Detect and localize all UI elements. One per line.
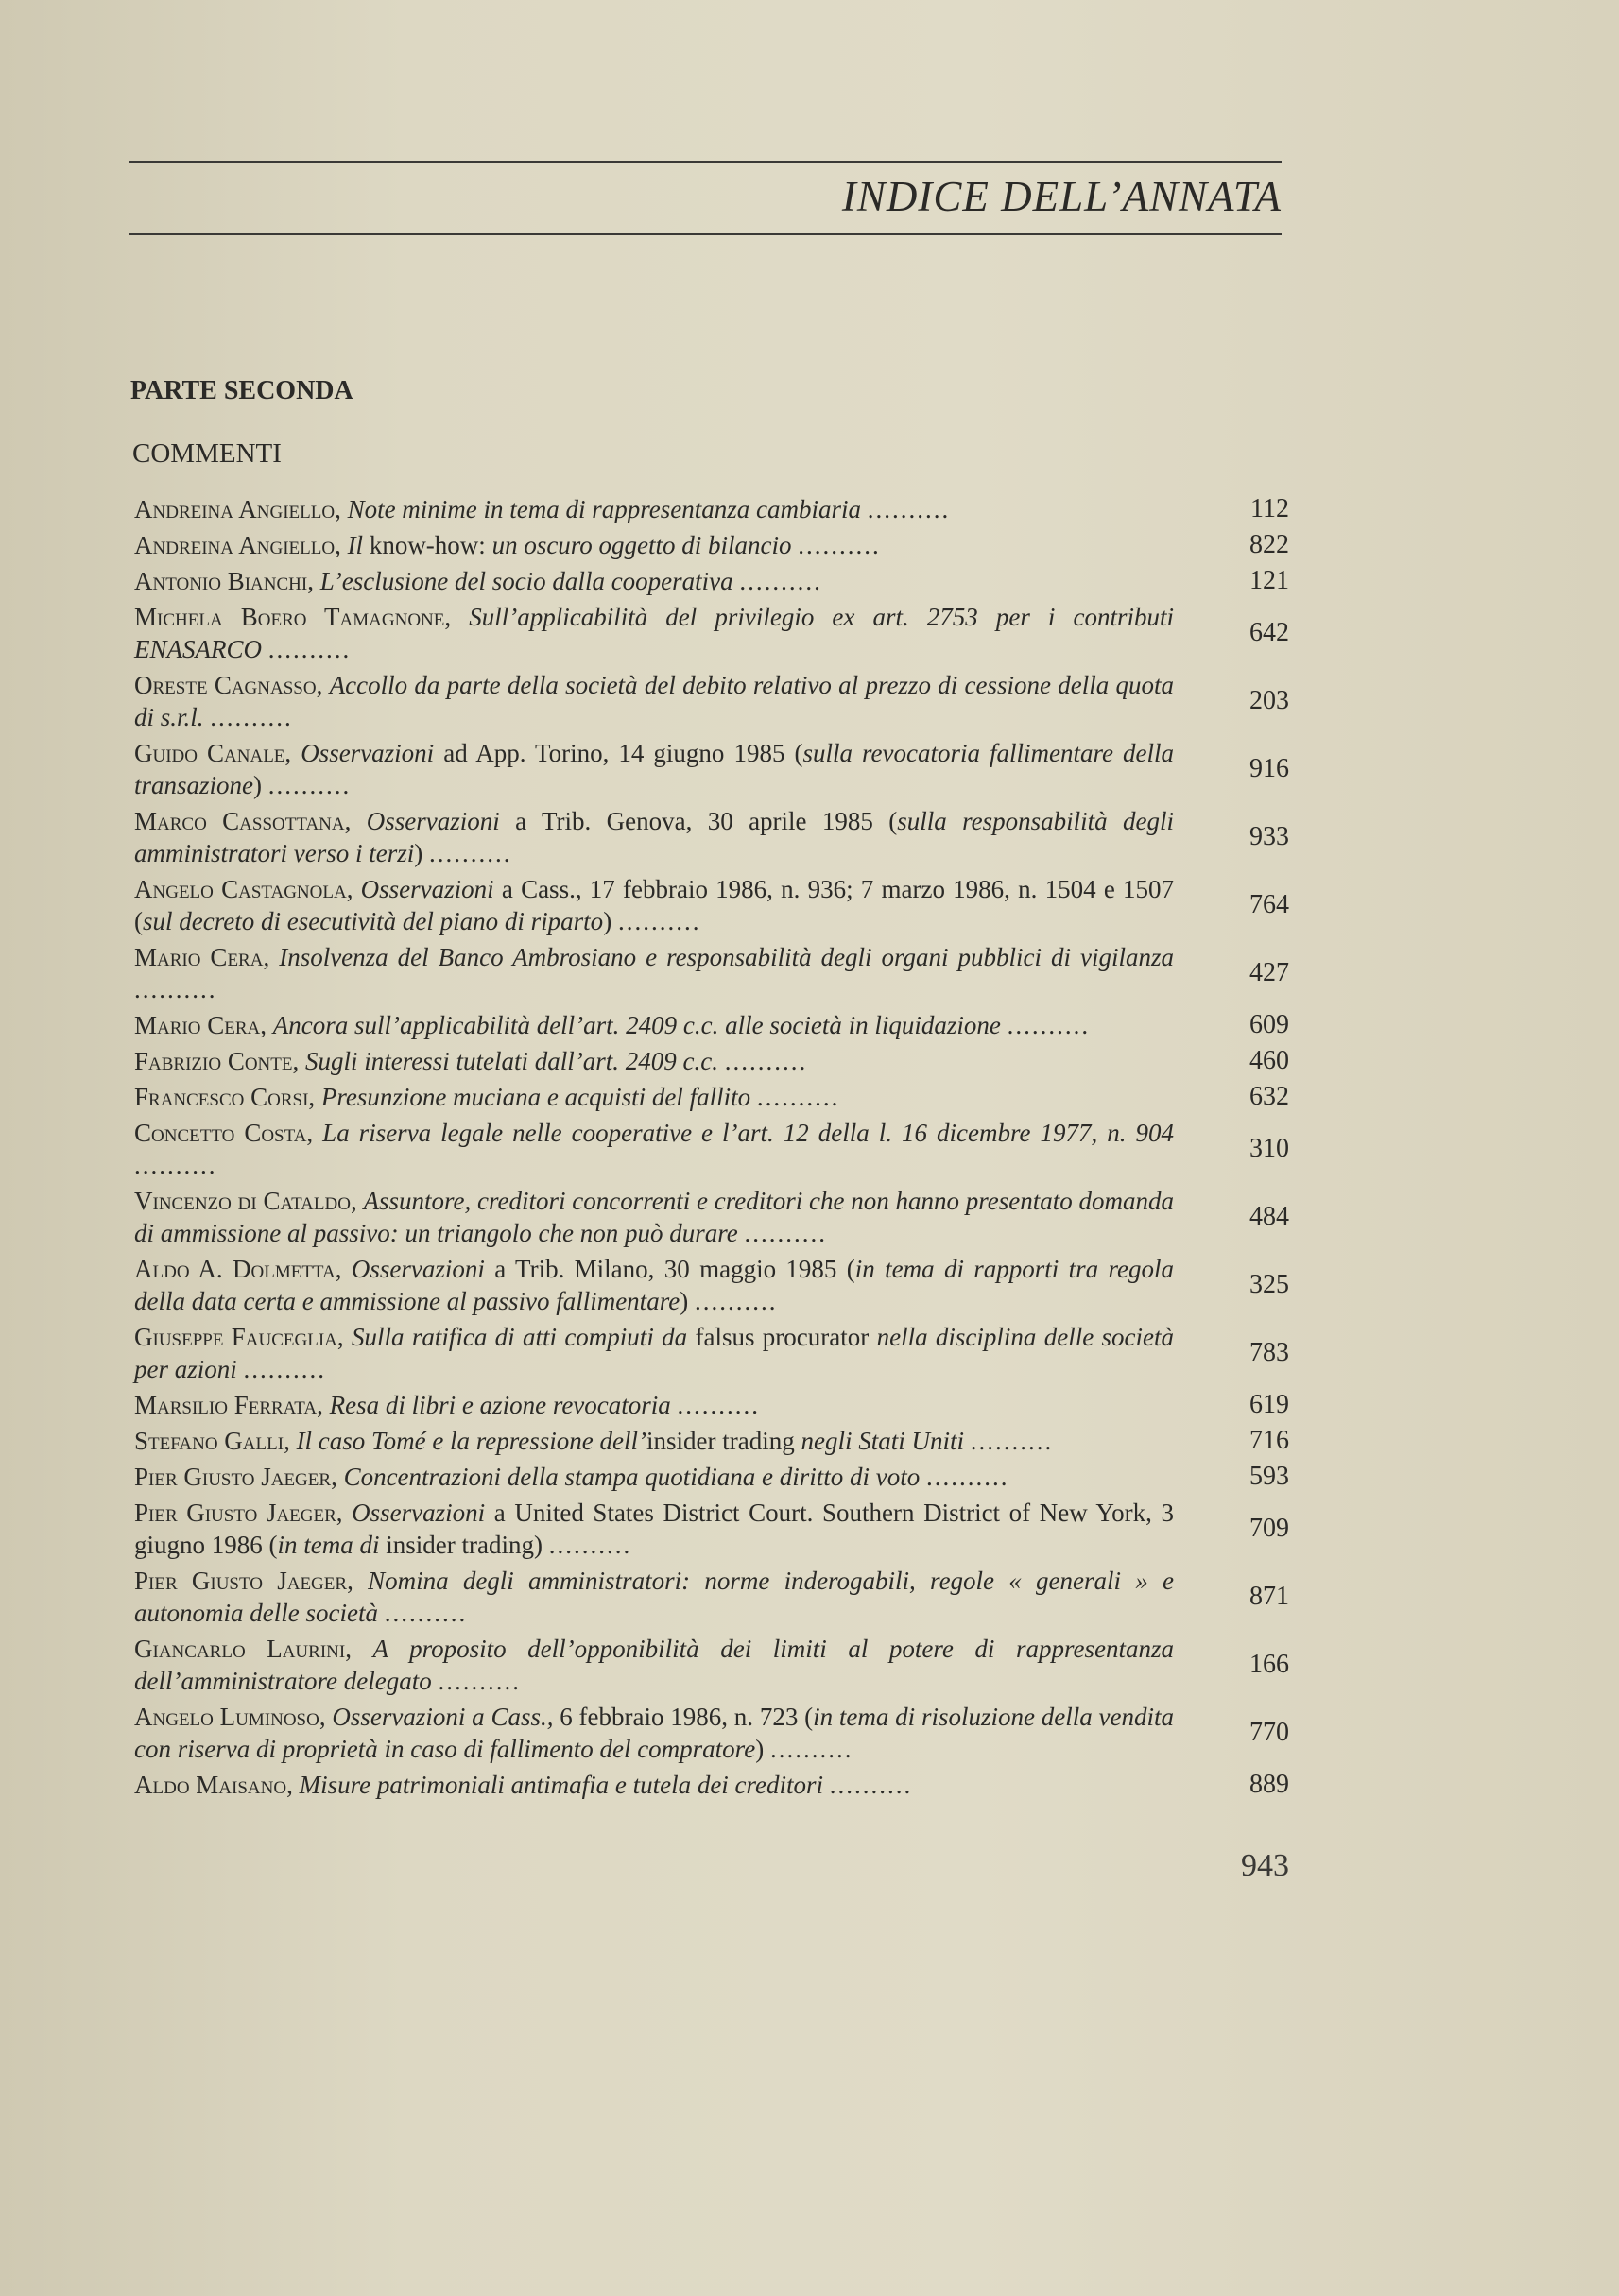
entry-text: Pier Giusto Jaeger, Osservazioni a United States District Court. Southern District of New York, 3 giugno 1986 (in tema di insider trading) .......... [134,1499,1174,1559]
index-entry [134,1497,1297,1561]
index-entry [134,1117,1297,1181]
dot-leader: .......... [267,635,352,663]
entry-text: Stefano Galli, Il caso Tomé e la repressione dell’insider trading negli Stati Uniti .......... [134,1427,1054,1455]
entry-author: Marsilio Ferrata [134,1391,318,1419]
entry-page-number: 310 [1249,1134,1289,1163]
entry-text: Mario Cera, Ancora sull’applicabilità dell’art. 2409 c.c. alle società in liquidazione .......... [134,1011,1091,1039]
index-entry [134,1253,1297,1317]
entry-title-segment: sulla revocatoria fallimentare della transazione [134,739,1174,799]
index-entry [134,1425,1297,1457]
dot-leader: .......... [384,1599,468,1627]
entry-author: Andreina Angiello [134,531,336,559]
dot-leader: .......... [267,771,352,799]
entry-page-number: 716 [1249,1426,1289,1455]
entry-page-number: 871 [1249,1582,1289,1611]
index-entry [134,1769,1297,1801]
dot-leader: .......... [134,975,217,1003]
index-entry [134,1185,1297,1249]
entry-author: Guido Canale [134,739,285,767]
dot-leader: .......... [1007,1011,1091,1039]
entry-title-segment: 6 febbraio 1986, n. 723 ( [553,1703,814,1731]
dot-leader: .......... [829,1771,913,1799]
dot-leader: .......... [694,1287,778,1315]
index-entry [134,805,1297,869]
entry-title-segment: Nomina degli amministratori: norme inderogabili, regole « generali » e autonomia delle società [134,1567,1174,1627]
entry-title-segment: Accollo da parte della società del debito relativo al prezzo di cessione della quota di s.r.l. [134,671,1174,731]
entry-title-segment: a Cass., 17 febbraio 1986, n. 936; 7 marzo 1986, n. 1504 e 1507 ( [134,875,1175,935]
entry-page-number: 460 [1249,1046,1289,1075]
dot-leader: .......... [429,839,512,867]
entry-title-segment: Il [347,531,364,559]
entry-author: Concetto Costa [134,1119,307,1147]
entry-text: Antonio Bianchi, L’esclusione del socio dalla cooperativa .......... [134,567,822,595]
entry-title-segment: Insolvenza del Banco Ambrosiano e responsabilità degli organi pubblici di vigilanza [279,943,1175,971]
entry-title-segment: Concentrazioni della stampa quotidiana e diritto di voto [343,1463,921,1491]
entry-author: Giuseppe Fauceglia [134,1323,337,1351]
entry-text: Giuseppe Fauceglia, Sulla ratifica di atti compiuti da falsus procurator nella disciplina delle società per azioni .......... [134,1323,1175,1383]
dot-leader: .......... [617,907,701,935]
entry-title-segment: nella disciplina delle società per azioni [134,1323,1175,1383]
index-entry [134,1081,1297,1113]
entry-text: Michela Boero Tamagnone, Sull’applicabilità del privilegio ex art. 2753 per i contributi ENASARCO .......... [134,603,1175,663]
entry-title-segment: Sulla ratifica di atti compiuti da [352,1323,688,1351]
dot-leader: .......... [769,1735,853,1763]
entry-title-segment: sul decreto di esecutività del piano di riparto [143,907,604,935]
entry-title-segment: L’esclusione del socio dalla cooperativa [319,567,733,595]
entry-page-number: 783 [1249,1338,1289,1367]
entry-title-segment: un oscuro oggetto di bilancio [491,531,792,559]
dot-leader: .......... [744,1219,827,1247]
dot-leader: .......... [926,1463,1009,1491]
entry-title-segment: Osservazioni [366,807,500,835]
entry-author: Aldo A. Dolmetta [134,1255,336,1283]
index-entry [134,1045,1297,1077]
entry-text: Angelo Luminoso, Osservazioni a Cass., 6 febbraio 1986, n. 723 (in tema di risoluzione della vendita con riserva di proprietà in caso di fallimento del compratore) .......... [134,1703,1174,1763]
index-entry [134,565,1297,597]
entry-page-number: 166 [1249,1650,1289,1679]
entry-author: Aldo Maisano [134,1771,287,1799]
entry-title-segment: Osservazioni [301,739,435,767]
entry-text: Pier Giusto Jaeger, Concentrazioni della stampa quotidiana e diritto di voto .......... [134,1463,1009,1491]
entry-author: Mario Cera [134,1011,261,1039]
entry-text: Marsilio Ferrata, Resa di libri e azione revocatoria .......... [134,1391,761,1419]
dot-leader: .......... [243,1355,327,1383]
entry-title-segment: Osservazioni [352,1499,486,1527]
entry-text: Guido Canale, Osservazioni ad App. Torino, 14 giugno 1985 (sulla revocatoria fallimentare della transazione) .......... [134,739,1174,799]
index-entry [134,873,1297,937]
running-header-title: INDICE DELL’ANNATA [841,173,1282,220]
index-entry [134,601,1297,665]
entry-title-segment: in tema di risoluzione della vendita con riserva di proprietà in caso di fallimento del compratore [134,1703,1174,1763]
index-entry [134,529,1297,561]
entry-page-number: 764 [1249,890,1289,919]
entry-text: Pier Giusto Jaeger, Nomina degli amministratori: norme inderogabili, regole « generali » e autonomia delle società .......... [134,1567,1174,1627]
entry-text: Concetto Costa, La riserva legale nelle cooperative e l’art. 12 della l. 16 dicembre 1977, n. 904 .......... [134,1119,1174,1179]
entry-text: Fabrizio Conte, Sugli interessi tutelati dall’art. 2409 c.c. .......... [134,1047,808,1075]
entry-author: Angelo Luminoso [134,1703,319,1731]
entry-title-segment: Note minime in tema di rappresentanza cambiaria [347,495,862,523]
entry-title-segment: insider trading) [379,1531,543,1559]
entry-title-segment: Osservazioni [351,1255,485,1283]
entry-title-segment: Sugli interessi tutelati dall’art. 2409 c.c. [304,1047,718,1075]
entry-page-number: 770 [1249,1718,1289,1747]
entry-text: Vincenzo di Cataldo, Assuntore, creditori concorrenti e creditori che non hanno presentato domanda di ammissione al passivo: un triangolo che non può durare .......... [134,1187,1175,1247]
dot-leader: .......... [548,1531,632,1559]
entry-author: Vincenzo di Cataldo [134,1187,351,1215]
entry-title-segment: know-how: [363,531,492,559]
entry-title-segment: La riserva legale nelle cooperative e l’art. 12 della l. 16 dicembre 1977, n. 904 [322,1119,1174,1147]
index-entry [134,1633,1297,1697]
entry-page-number: 484 [1249,1202,1289,1231]
entry-page-number: 632 [1249,1082,1289,1111]
dot-leader: .......... [134,1151,217,1179]
section-heading: COMMENTI [132,438,282,469]
entry-title-segment: ) [603,907,612,935]
entry-title-segment: a Trib. Genova, 30 aprile 1985 ( [499,807,898,835]
entry-author: Giancarlo Laurini [134,1635,346,1663]
dot-leader: .......... [724,1047,808,1075]
entry-page-number: 916 [1249,754,1289,783]
index-entry [134,1461,1297,1493]
index-entry [134,1389,1297,1421]
entry-author: Angelo Castagnola [134,875,347,903]
header-bottom-rule [129,233,1282,235]
index-entry [134,1701,1297,1765]
dot-leader: .......... [970,1427,1054,1455]
entry-title-segment: ) [680,1287,689,1315]
entry-page-number: 642 [1249,618,1289,647]
entry-author: Marco Cassottana [134,807,345,835]
entry-title-segment: falsus procurator [687,1323,877,1351]
entry-text: Oreste Cagnasso, Accollo da parte della società del debito relativo al prezzo di cessione della quota di s.r.l. .......... [134,671,1174,731]
entry-title-segment: Assuntore, creditori concorrenti e creditori che non hanno presentato domanda di ammissione al passivo: un triangolo che non può durare [134,1187,1175,1247]
entry-author: Pier Giusto Jaeger [134,1499,336,1527]
entry-author: Pier Giusto Jaeger [134,1567,348,1595]
entry-page-number: 619 [1249,1390,1289,1419]
page-number: 943 [1241,1848,1289,1883]
entry-title-segment: Osservazioni a Cass., [332,1703,554,1731]
entry-page-number: 325 [1249,1270,1289,1299]
index-entry [134,493,1297,525]
entry-text: Andreina Angiello, Il know-how: un oscuro oggetto di bilancio .......... [134,531,881,559]
index-entry [134,1321,1297,1385]
entry-title-segment: negli Stati Uniti [801,1427,964,1455]
entry-page-number: 121 [1249,566,1289,595]
entry-page-number: 593 [1249,1462,1289,1491]
page-content [134,493,1297,1884]
entry-text: Giancarlo Laurini, A proposito dell’opponibilità dei limiti al potere di rappresentanza dell’amministratore delegato .......... [134,1635,1174,1695]
entry-text: Marco Cassottana, Osservazioni a Trib. Genova, 30 aprile 1985 (sulla responsabilità degli amministratori verso i terzi) .......... [134,807,1175,867]
dot-leader: .......... [867,495,951,523]
index-entry [134,941,1297,1005]
entry-title-segment: Ancora sull’applicabilità dell’art. 2409 c.c. alle società in liquidazione [272,1011,1001,1039]
entry-author: Oreste Cagnasso [134,671,317,699]
index-entry [134,1565,1297,1629]
entry-title-segment: Sull’applicabilità del privilegio ex art. 2753 per i contributi ENASARCO [134,603,1175,663]
entry-author: Mario Cera [134,943,264,971]
part-heading: PARTE SECONDA [130,376,353,405]
entry-page-number: 112 [1250,494,1289,523]
entry-title-segment: ) [253,771,263,799]
dot-leader: .......... [210,703,293,731]
dot-leader: .......... [798,531,881,559]
dot-leader: .......... [438,1667,521,1695]
dot-leader: .......... [739,567,822,595]
entry-title-segment: a United States District Court. Southern District of New York, 3 giugno 1986 ( [134,1499,1174,1559]
index-entries-list [134,493,1297,1801]
entry-page-number: 709 [1249,1514,1289,1543]
entry-title-segment: a Trib. Milano, 30 maggio 1985 ( [484,1255,855,1283]
entry-title-segment: Presunzione muciana e acquisti del fallito [320,1083,751,1111]
entry-page-number: 889 [1249,1770,1289,1799]
entry-text: Francesco Corsi, Presunzione muciana e acquisti del fallito .......... [134,1083,840,1111]
entry-title-segment: in tema di rapporti tra regola della data certa e ammissione al passivo fallimentare [134,1255,1174,1315]
index-entry [134,669,1297,733]
entry-title-segment: insider trading [646,1427,801,1455]
entry-title-segment: sulla responsabilità degli amministratori verso i terzi [134,807,1175,867]
header-top-rule [129,161,1282,163]
entry-page-number: 427 [1249,958,1289,987]
entry-author: Andreina Angiello [134,495,336,523]
entry-page-number: 822 [1249,530,1289,559]
entry-text: Aldo Maisano, Misure patrimoniali antimafia e tutela dei creditori .......... [134,1771,913,1799]
entry-text: Aldo A. Dolmetta, Osservazioni a Trib. Milano, 30 maggio 1985 (in tema di rapporti tra regola della data certa e ammissione al passivo fallimentare) .......... [134,1255,1174,1315]
entry-text: Angelo Castagnola, Osservazioni a Cass., 17 febbraio 1986, n. 936; 7 marzo 1986, n. 1504 e 1507 (sul decreto di esecutività del piano di riparto) .......... [134,875,1175,935]
entry-page-number: 609 [1249,1010,1289,1039]
entry-author: Michela Boero Tamagnone [134,603,445,631]
entry-title-segment: ) [755,1735,765,1763]
entry-author: Pier Giusto Jaeger [134,1463,332,1491]
entry-page-number: 933 [1249,822,1289,851]
dot-leader: .......... [756,1083,840,1111]
entry-title-segment: ad App. Torino, 14 giugno 1985 ( [434,739,803,767]
entry-page-number: 203 [1249,686,1289,715]
entry-title-segment: Osservazioni [360,875,494,903]
index-entry [134,737,1297,801]
entry-title-segment: A proposito dell’opponibilità dei limiti al potere di rappresentanza dell’amministratore delegato [134,1635,1174,1695]
entry-title-segment: in tema di [277,1531,380,1559]
index-entry [134,1009,1297,1041]
entry-author: Fabrizio Conte [134,1047,293,1075]
entry-text: Andreina Angiello, Note minime in tema di rappresentanza cambiaria .......... [134,495,951,523]
dot-leader: .......... [677,1391,761,1419]
entry-title-segment: Resa di libri e azione revocatoria [329,1391,671,1419]
entry-author: Stefano Galli [134,1427,284,1455]
entry-text: Mario Cera, Insolvenza del Banco Ambrosiano e responsabilità degli organi pubblici di vigilanza .......... [134,943,1175,1003]
entry-title-segment: Il caso Tomé e la repressione dell’ [296,1427,647,1455]
entry-author: Antonio Bianchi [134,567,308,595]
entry-author: Francesco Corsi [134,1083,309,1111]
entry-title-segment: ) [414,839,423,867]
entry-title-segment: Misure patrimoniali antimafia e tutela dei creditori [299,1771,824,1799]
